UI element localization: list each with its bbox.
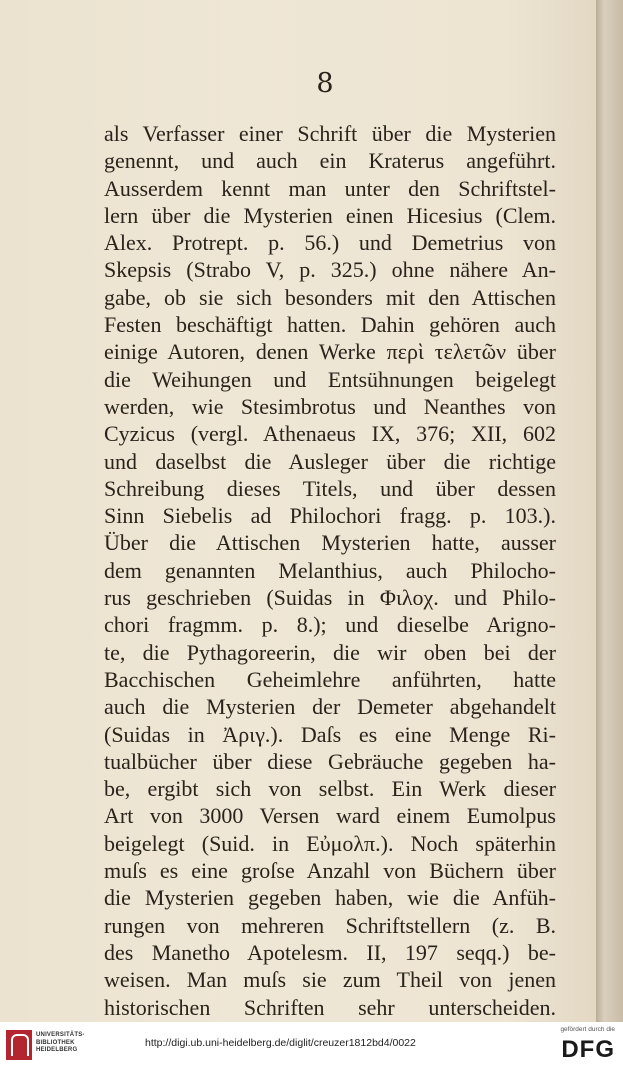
text-line: Alex. Protrept. p. 56.) und Demetrius von (104, 230, 556, 256)
dfg-logo[interactable]: DFG (561, 1036, 615, 1063)
text-line: einige Autoren, denen Werke περὶ τελετῶν über (104, 339, 556, 365)
page-number: 8 (316, 68, 334, 99)
library-name (36, 1032, 85, 1055)
text-line: historischen Schriften sehr unterscheiden. (104, 994, 556, 1020)
funded-by-label: gefördert durch die (560, 1026, 615, 1033)
text-line: Über die Attischen Mysterien hatte, ausser (104, 530, 556, 556)
text-line: und daselbst die Ausleger über die richtige (104, 448, 556, 474)
text-line: (Suidas in Ἀριγ.). Daſs es eine Menge Ri- (104, 721, 556, 747)
text-line: muſs es eine groſse Anzahl von Büchern über (104, 858, 556, 884)
text-line: genennt, und auch ein Kraterus angeführt. (104, 148, 556, 174)
text-line: tualbücher über diese Gebräuche gegeben ha- (104, 748, 556, 774)
text-line: beigelegt (Suid. in Εὐμολπ.). Noch späterhin (104, 830, 556, 856)
text-line: te, die Pythagoreerin, die wir oben bei der (104, 639, 556, 665)
text-line: gabe, ob sie sich besonders mit den Attischen (104, 284, 556, 310)
library-name-line: HEIDELBERG (36, 1047, 78, 1053)
page-edge (596, 0, 623, 1022)
text-line: lern über die Mysterien einen Hicesius (Clem. (104, 202, 556, 228)
text-line: Sinn Siebelis ad Philochori fragg. p. 103.). (104, 503, 556, 529)
text-line: chori fragmm. p. 8.); und dieselbe Arigno- (104, 612, 556, 638)
text-line: Festen beschäftigt hatten. Dahin gehören auch (104, 312, 556, 338)
text-line: dem genannten Melanthius, auch Philocho- (104, 557, 556, 583)
text-line: auch die Mysterien der Demeter abgehandelt (104, 694, 556, 720)
text-line: die Weihungen und Entsühnungen beigelegt (104, 366, 556, 392)
text-line: weisen. Man muſs sie zum Theil von jenen (104, 967, 556, 993)
text-line: be, ergibt sich von selbst. Ein Werk dieser (104, 776, 556, 802)
viewer-footer (0, 1022, 623, 1067)
body-text (104, 120, 556, 1022)
text-line: werden, wie Stesimbrotus und Neanthes von (104, 393, 556, 419)
text-line: des Manetho Apotelesm. II, 197 seqq.) be- (104, 939, 556, 965)
text-line: rus geschrieben (Suidas in Φιλοχ. und Philo- (104, 585, 556, 611)
text-line: Ausserdem kennt man unter den Schriftstel- (104, 175, 556, 201)
university-library-logo-icon[interactable] (6, 1030, 32, 1060)
library-name-line: UNIVERSITÄTS- (36, 1032, 85, 1038)
text-line: Cyzicus (vergl. Athenaeus IX, 376; XII, 602 (104, 421, 556, 447)
text-line: Art von 3000 Versen ward einem Eumolpus (104, 803, 556, 829)
text-line: Schreibung dieses Titels, und über dessen (104, 475, 556, 501)
text-line: rungen von mehreren Schriftstellern (z. B. (104, 912, 556, 938)
text-line: als Verfasser einer Schrift über die Mysterien (104, 121, 556, 146)
logo-mark (11, 1034, 29, 1056)
text-line: die Mysterien gegeben haben, wie die Anfüh- (104, 885, 556, 911)
library-name-line: BIBLIOTHEK (36, 1039, 75, 1046)
text-line: Bacchischen Geheimlehre anführten, hatte (104, 666, 556, 692)
text-line: Skepsis (Strabo V, p. 325.) ohne nähere An- (104, 257, 556, 283)
permalink-url[interactable]: http://digi.ub.uni-heidelberg.de/diglit/creuzer1812bd4/0022 (145, 1037, 416, 1049)
